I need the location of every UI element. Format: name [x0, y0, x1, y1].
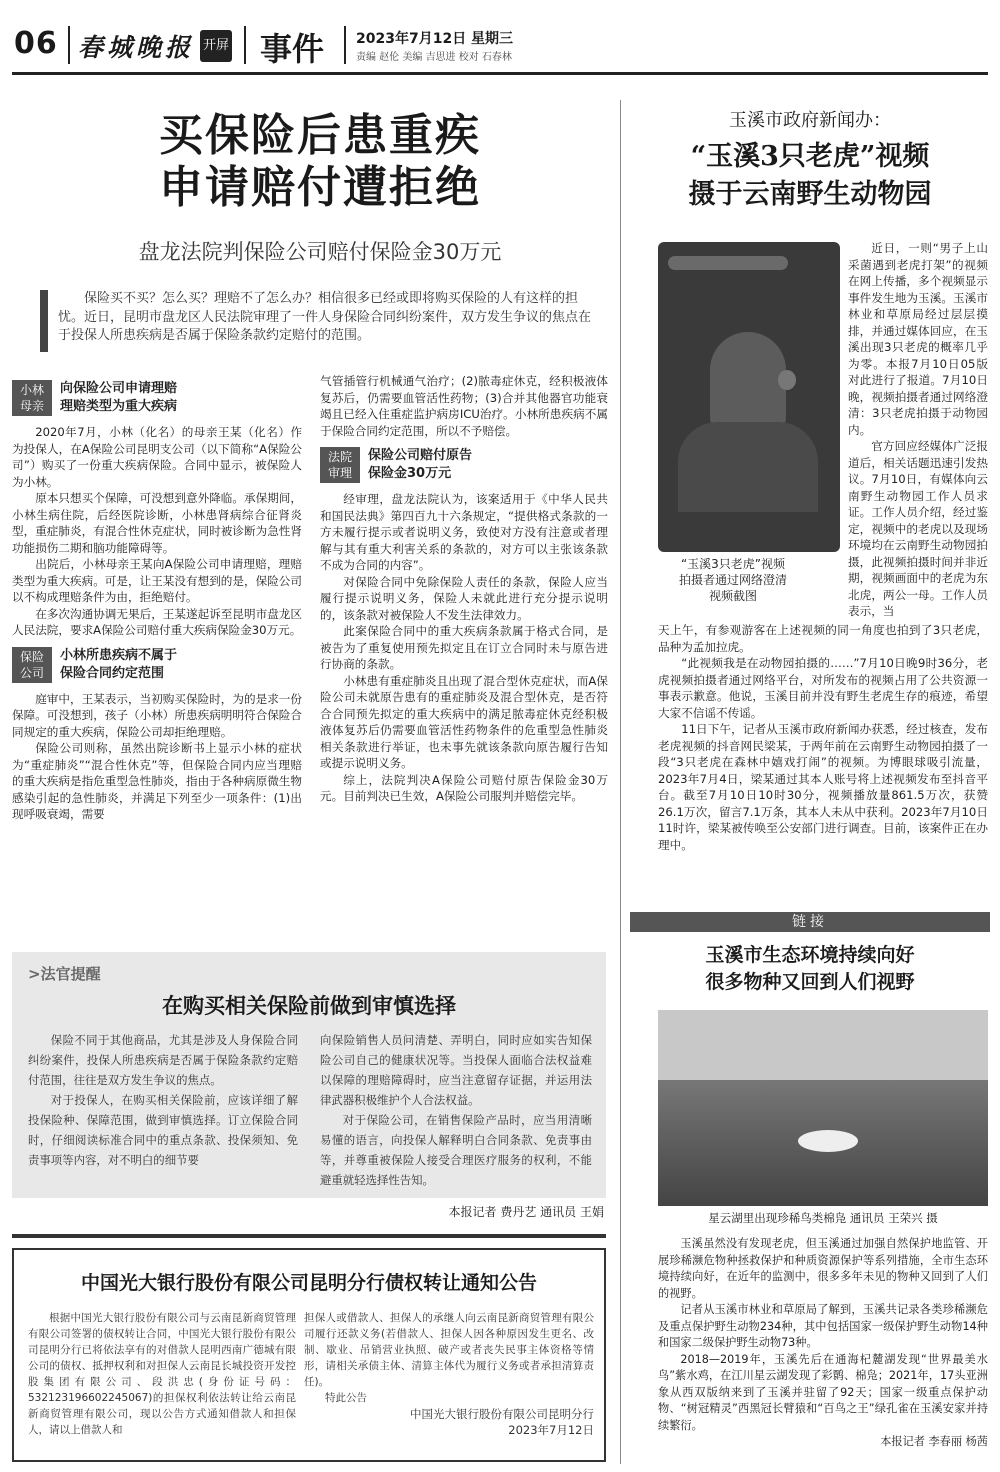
issue-date: 2023年7月12日 星期三 [356, 31, 514, 47]
tag-text: 审理 [327, 466, 352, 480]
article-column-1 [12, 380, 302, 823]
tag-text: 公司 [19, 665, 44, 680]
divider [344, 26, 346, 64]
section-head [12, 647, 302, 683]
notice-closing: 特此公告 [325, 1392, 367, 1404]
caption-line: 视频截图 [708, 589, 757, 603]
paragraph: 对于保险公司，在销售保险产品时，应当用清晰易懂的语言，向投保人解释明白合同条款、免责事由等，并尊重被保险人接受合理医疗服务的权利，不能避重就轻选择性告知。 [320, 1113, 592, 1187]
bird-icon [798, 1130, 858, 1152]
paragraph: 对保险合同中免除保险人责任的条款，保险人应当履行提示说明义务，保险人未就此进行充分提示说明的，该条款对被保险人不发生法律效力。 [320, 574, 608, 622]
notice-signature: 中国光大银行股份有限公司昆明分行 [410, 1407, 594, 1421]
headline-line: 很多物种又回到人们视野 [705, 971, 915, 993]
paragraph: 官方回应经媒体广泛报道后，相关话题迅速引发热议。7月10日，有媒体向云南野生动物园工作人员求证。工作人员介绍，经过鉴定，视频中的老虎以及现场环境均在云南野生动物园拍摄，此视频拍摄时间并非近期，视频画面中的老虎为东北虎，两公一母。工作人员表示，当 [848, 439, 988, 618]
photo-caption [658, 556, 808, 604]
heading-line: 保险合同约定范围 [60, 665, 165, 681]
paragraph: 根据中国光大银行股份有限公司与云南昆新商贸管理有限公司签署的债权转让合同，中国光大银行股份有限公司昆明分行已将依法享有的对借款人昆明西南广德城有限公司的债权、抵押权利和对担保人云南昆长城投资开发控股集团有限公司、段洪忠(身份证号码：532123196602245067)的担保权利依法转让给云南昆新商贸管理有限公司，现以公告方式通知借款人和担保人，请以上借款人和 [28, 1312, 296, 1436]
heading-line: 理赔类型为重大疾病 [60, 399, 178, 414]
paragraph: 在多次沟通协调无果后，王某遂起诉至昆明市盘龙区人民法院，要求A保险公司赔付重大疾病保险金30万元。 [12, 606, 302, 637]
paragraph: 2018—2019年，玉溪先后在通海杞麓湖发现“世界最美水鸟”紫水鸡，在江川星云湖发现了彩鹮、棉凫；2021年，17头亚洲象从西双版纳来到了玉溪并驻留了92天；国家一级重点保护动物、“树冠精灵”西黑冠长臂猿和“百鸟之王”绿孔雀在玉溪安家并持续繁衍。 [658, 1352, 988, 1432]
article-column-2 [320, 373, 608, 805]
main-headline [40, 110, 600, 214]
paragraph: 近日，一则“男子上山采菌遇到老虎打架”的视频在网上传播，多个视频显示事件发生地为玉溪。玉溪市林业和草原局经过层层摸排，并通过媒体回应，在玉溪出现3只老虎的概率几乎为零。本报7月10日05版对此进行了报道。7月10日晚，视频拍摄者通过网络澄清：3只老虎拍摄于动物园内。 [848, 241, 988, 437]
wetland-bird-photo [658, 1010, 988, 1206]
column-rule [620, 100, 621, 1464]
paragraph: 11日下午，记者从玉溪市政府新闻办获悉，经过核查，发布老虎视频的抖音网民梁某，于两年前在云南野生动物园拍摄了一段“3只老虎在森林中嬉戏打闹”的视频。为博眼球吸引流量，2023年7月4日，梁某通过其本人账号将上述视频发布至抖音平台。截至7月10日10时30分，视频播放量861.5万次，获赞26.1万次，留言7.1万条，其本人未从中获利。2023年7月10日11时许，梁某被传唤至公安部门进行调查。目前，该案件正在办理中。 [658, 722, 988, 852]
blurred-face-image [710, 332, 786, 428]
ecology-credit: 本报记者 李春丽 杨茜 [880, 1435, 988, 1448]
section-head [12, 380, 302, 416]
tiger-text-wrap [848, 240, 988, 620]
notice-title: 中国光大银行股份有限公司昆明分行债权转让通知公告 [80, 1272, 537, 1294]
lead-text: 保险买不买？怎么买？理赔不了怎么办？相信很多已经或即将购买保险的人有这样的担忧。近日，昆明市盘龙区人民法院审理了一件人身保险合同纠纷案件，双方发生争议的焦点在于投保人所患疾病是否属于保险条款约定赔付的范围。 [58, 291, 592, 343]
section-title: 事件 [260, 30, 325, 68]
paragraph: 小林患有重症肺炎且出现了混合型休克症状，而A保险公司未就原告患有的重症肺炎及混合型休克，是否符合合同预先拟定的重大疾病中的满足脓毒症休克经积极液体复苏后仍需要血管活性药物条件的危重型急性肺炎相关条款进行举证，也未事先就该条款向原告履行告知或提示说明义务。 [320, 673, 608, 770]
editor-credits: 责编 赵伦 美编 吉思进 校对 石春林 [356, 52, 512, 63]
tip-column-2 [320, 1030, 592, 1190]
heading-line: 保险金30万元 [368, 466, 452, 481]
masthead-rule [12, 72, 988, 75]
sky-area [658, 1010, 988, 1080]
notice-date: 2023年7月12日 [508, 1423, 594, 1437]
section-tag [320, 447, 360, 483]
section-head [320, 447, 608, 483]
tip-credit: 本报记者 费丹艺 通讯员 王娟 [448, 1205, 604, 1219]
tag-text: 法院 [327, 450, 352, 464]
tip-column-1 [28, 1030, 298, 1170]
section-tag [12, 647, 52, 683]
tip-title: 在购买相关保险前做到审慎选择 [162, 994, 456, 1018]
person-body-image [678, 422, 818, 512]
link-banner: 链接 [630, 912, 990, 932]
section-tag [12, 380, 52, 416]
section-heading [60, 380, 177, 416]
paragraph: 综上，法院判决A保险公司赔付原告保险金30万元。目前判决已生效，A保险公司服判并赔偿完毕。 [320, 772, 608, 803]
newspaper-logo: 春城晚报 [78, 33, 195, 62]
paragraph: 对于投保人，在购买相关保险前，应该详细了解投保险种、保障范围，做到审慎选择。订立保险合同时，仔细阅读标准合同中的重点条款、投保须知、免责事项等内容，对不明白的细节要 [28, 1093, 298, 1167]
paragraph: 此案保险合同中的重大疾病条款属于格式合同，是被告为了重复使用预先拟定且在订立合同时未与原告进行协商的条款。 [320, 624, 608, 671]
paragraph: 保险公司则称，虽然出院诊断书上显示小林的症状为“重症肺炎”“混合性休克”等，但保险合同内应当理赔的重大疾病是指危重型急性肺炎，指由于各种病原微生物感染引起的急性肺炎，并满足下列至少一项条件：(1)出现呼吸衰竭，需要 [12, 741, 302, 821]
ecology-headline [640, 942, 980, 996]
paragraph: 经审理，盘龙法院认为，该案适用于《中华人民共和国民法典》第四百九十六条规定，“提供格式条款的一方未履行提示或者说明义务，致使对方没有注意或者理解与其有重大利害关系的条款的，对方可以主张该条款不成为合同的内容”。 [320, 492, 608, 572]
tag-text: 保险 [19, 649, 44, 664]
balloon-icon [778, 370, 796, 390]
paragraph: 向保险销售人员问清楚、弄明白，同时应如实告知保险公司自己的健康状况等。当投保人面临合法权益难以保障的理赔障碍时，应当注意留存证据，并运用法律武器积极维护个人合法权益。 [320, 1033, 592, 1107]
lead-paragraph [58, 290, 598, 346]
headline-line: “玉溪3只老虎”视频 [690, 141, 930, 172]
headline-line: 摄于云南野生动物园 [688, 179, 932, 210]
section-heading [368, 447, 472, 483]
caption-line: 拍摄者通过网络澄清 [678, 573, 787, 587]
headline-line: 买保险后患重疾 [159, 110, 481, 161]
search-bar-icon [668, 256, 788, 270]
tip-label: >法官提醒 [28, 965, 101, 983]
divider [68, 26, 70, 64]
notice-column-2 [304, 1310, 594, 1438]
tag-text: 小林 [19, 383, 44, 397]
heading-line: 保险公司赔付原告 [368, 448, 473, 463]
divider [244, 26, 246, 64]
paragraph: 气管插管行机械通气治疗；(2)脓毒症休克，经积极液体复苏后，仍需要血管活性药物；(3)合并其他器官功能衰竭且已经入住重症监护病房ICU治疗。小林所患疾病不属于保险合同约定范围，所以不予赔偿。 [320, 374, 608, 438]
tiger-headline [640, 138, 980, 214]
heading-line: 向保险公司申请理赔 [60, 381, 178, 396]
main-subheadline: 盘龙法院判保险公司赔付保险金30万元 [138, 240, 502, 264]
notice-rule [12, 1234, 606, 1238]
lead-bar [40, 290, 48, 352]
kaiping-logo: 开屏 [200, 30, 232, 62]
paragraph: 出院后，小林母亲王某向A保险公司申请理赔，理赔类型为重大疾病。可是，让王某没有想到的是，保险公司以不构成理赔条件为由，拒绝赔付。 [12, 557, 302, 604]
paragraph: 天上午，有参观游客在上述视频的同一角度也拍到了3只老虎，品种为孟加拉虎。 [658, 623, 988, 654]
paragraph: 担保人或借款人、担保人的承继人向云南昆新商贸管理有限公司履行还款义务(若借款人、担保人因各种原因发生更名、改制、歇业、吊销营业执照、破产或者丧失民事主体资格等情形，请相关承债主体、清算主体代为履行义务或者承担清算责任)。 [304, 1312, 594, 1388]
tag-text: 母亲 [19, 399, 44, 413]
paragraph: 玉溪虽然没有发现老虎，但玉溪通过加强自然保护地监管、开展珍稀濒危物种拯救保护和种质资源保护等系列措施，全市生态环境持续向好，在近年的监测中，很多多年未见的物种又回到了人们的视野。 [658, 1237, 988, 1300]
paragraph: 2020年7月，小林（化名）的母亲王某（化名）作为投保人，在A保险公司昆明支公司（以下简称“A保险公司”）购买了一份重大疾病保险。合同中显示，被保险人为小林。 [12, 425, 302, 489]
photo-caption: 星云湖里出现珍稀鸟类棉凫 通讯员 王荣兴 摄 [708, 1211, 938, 1225]
paragraph: “此视频我是在动物园拍摄的……”7月10日晚9时36分，老虎视频拍摄者通过网络平台，对所发布的视频占用了公共资源一事表示歉意。他说，玉溪目前并没有野生老虎生存的痕迹，希望大家不信谣不传谣。 [658, 656, 988, 720]
story-source: 玉溪市政府新闻办： [729, 110, 891, 131]
paragraph: 原本只想买个保障，可没想到意外降临。承保期间，小林生病住院，后经医院诊断，小林患肾病综合征肾炎型，重症肺炎，有混合性休克症状，同时被诊断为急性肾功能损伤二期和脑功能障碍等。 [12, 491, 302, 555]
paragraph: 记者从玉溪市林业和草原局了解到，玉溪共记录各类珍稀濒危及重点保护野生动物234种，其中包括国家一级保护野生动物14种和国家二级保护野生动物73种。 [658, 1303, 988, 1349]
headline-line: 申请赔付遭拒绝 [159, 162, 481, 213]
page-number: 06 [14, 26, 58, 61]
video-screenshot-photo [658, 242, 840, 552]
notice-column-1 [28, 1310, 296, 1438]
caption-line: “玉溪3只老虎”视频 [680, 557, 786, 571]
section-heading [60, 647, 177, 683]
ecology-text [658, 1236, 988, 1451]
paragraph: 庭审中，王某表示，当初购买保险时，为的是求一份保障。可没想到，孩子（小林）所患疾病明明符合保险合同规定的重大疾病，保险公司却拒绝理赔。 [12, 691, 302, 739]
tiger-text-full [658, 622, 988, 853]
heading-line: 小林所患疾病不属于 [60, 647, 178, 663]
paragraph: 保险不同于其他商品，尤其是涉及人身保险合同纠纷案件，投保人所患疾病是否属于保险条款约定赔付范围，往往是双方发生争议的焦点。 [28, 1033, 298, 1087]
headline-line: 玉溪市生态环境持续向好 [705, 944, 915, 966]
